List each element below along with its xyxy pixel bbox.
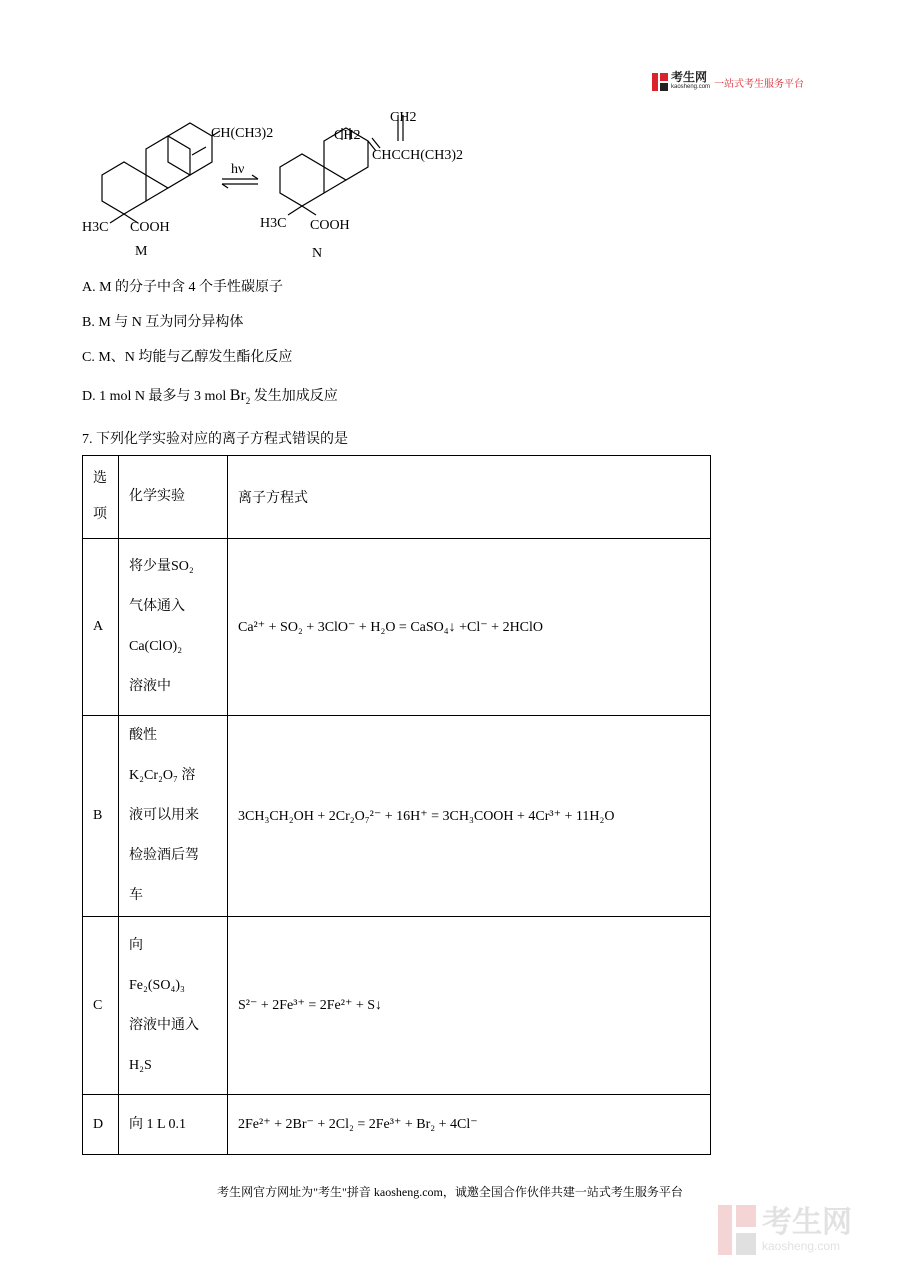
logo-name: 考生网: [671, 70, 708, 84]
header-equation: 离子方程式: [228, 456, 711, 539]
option-d-sub: 2: [245, 395, 251, 406]
arrow-label: hν: [231, 162, 245, 177]
n-carboxyl: COOH: [310, 218, 350, 233]
header-option: 选 项: [83, 456, 119, 539]
table-row: [83, 716, 711, 917]
watermark-mark-icon: [718, 1205, 756, 1255]
header-logo: [652, 72, 804, 92]
row-option: D: [83, 1095, 119, 1155]
logo-mark-icon: [652, 73, 668, 91]
option-a: A. M 的分子中含 4 个手性碳原子: [82, 280, 284, 295]
page-footer: 考生网官方网址为"考生"拼音 kaosheng.com，诚邀全国合作伙伴共建一站式考生服务平台: [217, 1185, 683, 1199]
option-d-formula: Br: [229, 387, 246, 404]
m-methyl: H3C: [82, 220, 109, 235]
option-d-pre: D. 1 mol N 最多与 3 mol: [82, 389, 230, 404]
logo-slogan: 一站式考生服务平台: [714, 78, 805, 90]
row-equation: S²⁻ + 2Fe³⁺ = 2Fe²⁺ + S↓: [228, 917, 711, 1095]
header-experiment: 化学实验: [119, 456, 228, 539]
option-c: C. M、N 均能与乙醇发生酯化反应: [82, 350, 293, 365]
row-equation: 3CH₃CH₂OH + 2Cr₂O₇²⁻ + 16H⁺ = 3CH₃COOH + 4Cr³⁺ + 11H₂O: [228, 716, 711, 917]
logo-url: kaosheng.com: [671, 84, 711, 90]
table-row: [83, 917, 711, 1095]
watermark-logo: [718, 1205, 852, 1255]
n-ring-a: [280, 154, 324, 206]
row-option: C: [83, 917, 119, 1095]
question-7-stem: 7. 下列化学实验对应的离子方程式错误的是: [82, 432, 348, 447]
table-row: [83, 539, 711, 716]
row-experiment: 酸性 K₂Cr₂O₇ 溶 液可以用来 检验酒后驾 车: [119, 716, 228, 917]
row-equation: Ca²⁺ + SO₂ + 3ClO⁻ + H₂O = CaSO₄↓ +Cl⁻ + 2HClO: [228, 539, 711, 716]
row-experiment: 向 Fe₂(SO₄)₃ 溶液中通入 H₂S: [119, 917, 228, 1095]
question-7-table: [82, 455, 711, 1155]
option-d: [82, 385, 338, 406]
row-equation: 2Fe²⁺ + 2Br⁻ + 2Cl₂ = 2Fe³⁺ + Br₂ + 4Cl⁻: [228, 1095, 711, 1155]
m-ring-a: [102, 162, 146, 214]
reaction-figure: [80, 105, 500, 265]
n-ch2-left: CH2: [334, 128, 361, 143]
n-sidechain: CHCCH(CH3)2: [372, 148, 464, 163]
row-option: B: [83, 716, 119, 917]
option-b: B. M 与 N 互为同分异构体: [82, 315, 244, 330]
row-option: A: [83, 539, 119, 716]
watermark-url: kaosheng.com: [762, 1239, 841, 1253]
n-label: N: [312, 246, 323, 261]
table-row: [83, 1095, 711, 1155]
n-ch2-top: CH2: [390, 110, 417, 125]
m-label: M: [135, 244, 148, 259]
row-experiment: 将少量SO₂ 气体通入 Ca(ClO)₂ 溶液中: [119, 539, 228, 716]
option-d-post: 发生加成反应: [250, 389, 338, 404]
m-carboxyl: COOH: [130, 220, 170, 235]
m-isopropyl: CH(CH3)2: [211, 126, 274, 141]
table-header-row: [83, 456, 711, 539]
n-methyl: H3C: [260, 216, 287, 231]
watermark-name: 考生网: [762, 1206, 852, 1239]
row-experiment: 向 1 L 0.1: [119, 1095, 228, 1155]
